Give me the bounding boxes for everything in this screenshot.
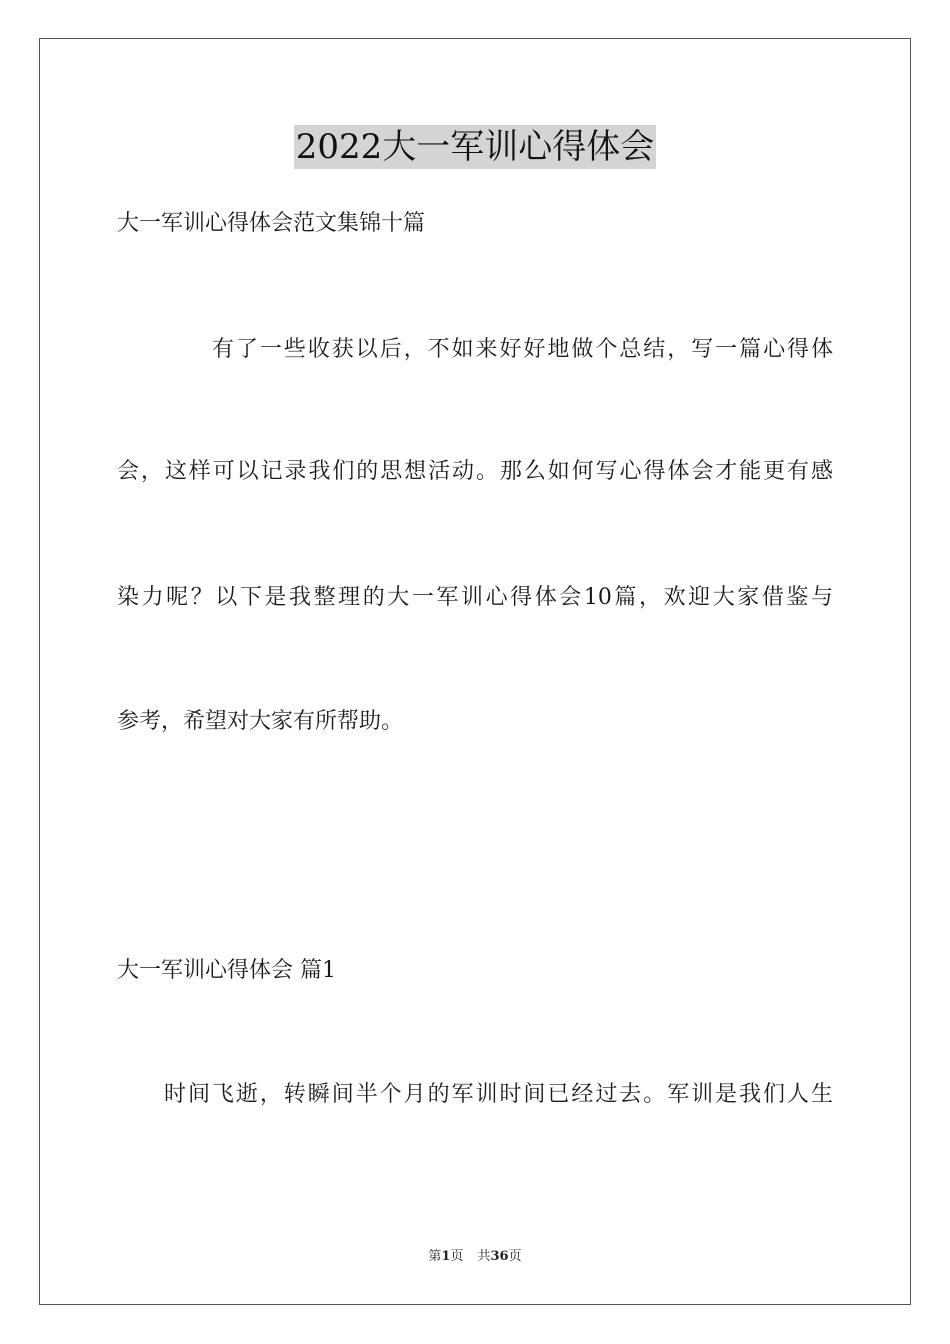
document-subtitle: 大一军训心得体会范文集锦十篇: [117, 211, 426, 236]
footer-total-suffix: 页: [508, 1249, 522, 1264]
page-footer: [0, 1248, 950, 1266]
title-container: [0, 125, 950, 169]
section-heading: 大一军训心得体会 篇1: [117, 958, 336, 983]
footer-page-prefix: 第: [428, 1249, 442, 1264]
document-title: 2022大一军训心得体会: [295, 127, 655, 167]
intro-line-4: 参考，希望对大家有所帮助。: [117, 709, 404, 734]
section-paragraph-line: 时间飞逝，转瞬间半个月的军训时间已经过去。军训是我们人生: [164, 1082, 833, 1107]
footer-page-number: 1: [441, 1249, 451, 1264]
footer-total-pages: 36: [490, 1249, 509, 1264]
footer-total-prefix: 共: [477, 1249, 491, 1264]
intro-line-3: 染力呢？以下是我整理的大一军训心得体会10篇，欢迎大家借鉴与: [117, 585, 833, 610]
intro-line-2: 会，这样可以记录我们的思想活动。那么如何写心得体会才能更有感: [117, 459, 833, 484]
footer-page-suffix: 页: [450, 1249, 464, 1264]
intro-line-1: 有了一些收获以后，不如来好好地做个总结，写一篇心得体: [212, 337, 833, 362]
